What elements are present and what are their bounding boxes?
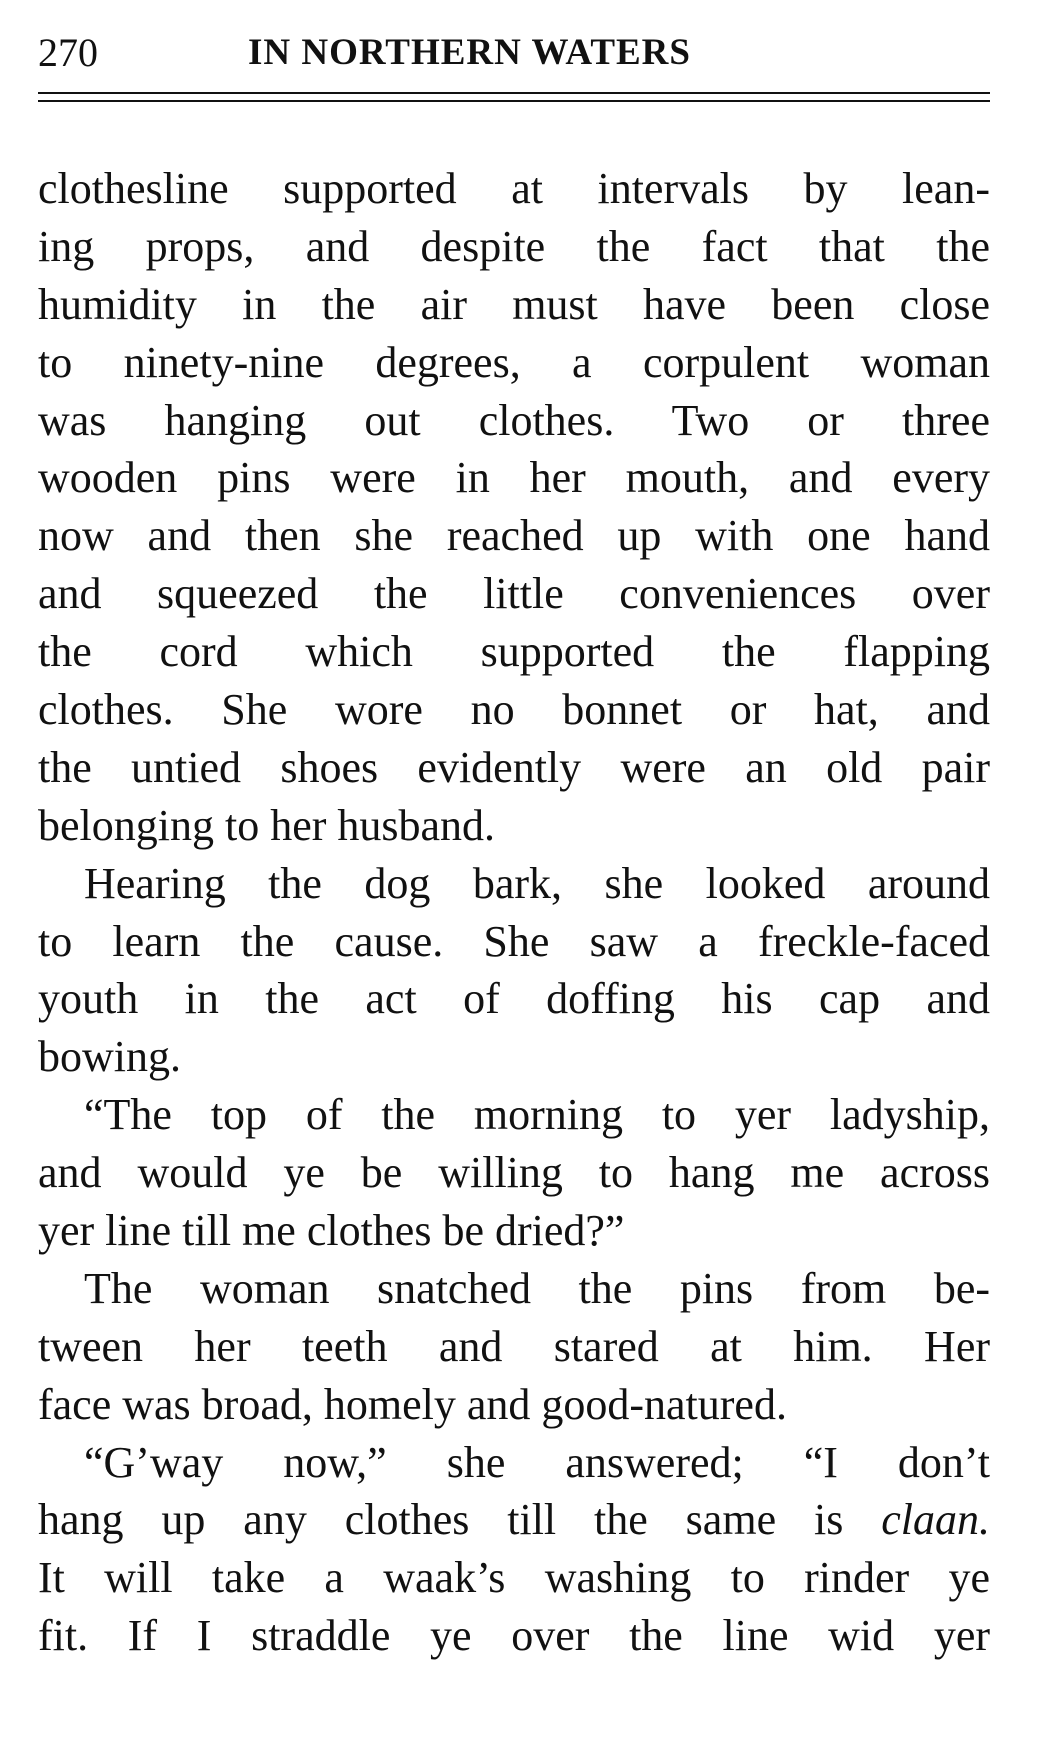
text-line: to learn the cause. She saw a freckle-faced: [38, 916, 990, 966]
italic-word: claan.: [881, 1495, 990, 1545]
text-line: yer line till me clothes be dried?”: [38, 1206, 625, 1256]
text-line-segment: hang up any clothes till the same is: [38, 1495, 844, 1545]
body-text: [38, 160, 990, 1665]
header-rule-top: [38, 92, 990, 94]
text-line: clothesline supported at intervals by lean-: [38, 164, 990, 213]
text-line: tween her teeth and stared at him. Her: [38, 1321, 990, 1371]
text-line: The woman snatched the pins from be-: [84, 1263, 990, 1313]
text-line: “G’way now,” she answered; “I don’t: [84, 1437, 990, 1487]
text-line: [38, 1491, 990, 1549]
text-line: to ninety-nine degrees, a corpulent woman: [38, 337, 990, 387]
text-line: clothes. She wore no bonnet or hat, and: [38, 685, 990, 735]
text-line: and would ye be willing to hang me across: [38, 1148, 990, 1198]
running-head: [38, 28, 988, 78]
text-line: fit. If I straddle ye over the line wid yer: [38, 1611, 990, 1661]
running-title: IN NORTHERN WATERS: [248, 32, 691, 73]
text-line: the untied shoes evidently were an old pair: [38, 742, 990, 792]
text-line: belonging to her husband.: [38, 800, 496, 850]
header-rule-bottom: [38, 100, 990, 102]
page-number: 270: [38, 30, 98, 75]
text-line: humidity in the air must have been close: [38, 279, 990, 329]
text-line: “The top of the morning to yer ladyship,: [84, 1090, 990, 1140]
text-line: It will take a waak’s washing to rinder ye: [38, 1553, 990, 1603]
text-line: was hanging out clothes. Two or three: [38, 395, 990, 445]
text-line: youth in the act of doffing his cap and: [38, 974, 990, 1024]
text-line: wooden pins were in her mouth, and every: [38, 453, 990, 503]
text-line: ing props, and despite the fact that the: [38, 221, 990, 271]
text-line: bowing.: [38, 1032, 181, 1082]
text-line: and squeezed the little conveniences over: [38, 569, 990, 619]
text-line: face was broad, homely and good-natured.: [38, 1379, 787, 1429]
text-line: Hearing the dog bark, she looked around: [84, 858, 990, 908]
text-line: now and then she reached up with one hand: [38, 511, 990, 561]
text-line: the cord which supported the flapping: [38, 627, 990, 677]
